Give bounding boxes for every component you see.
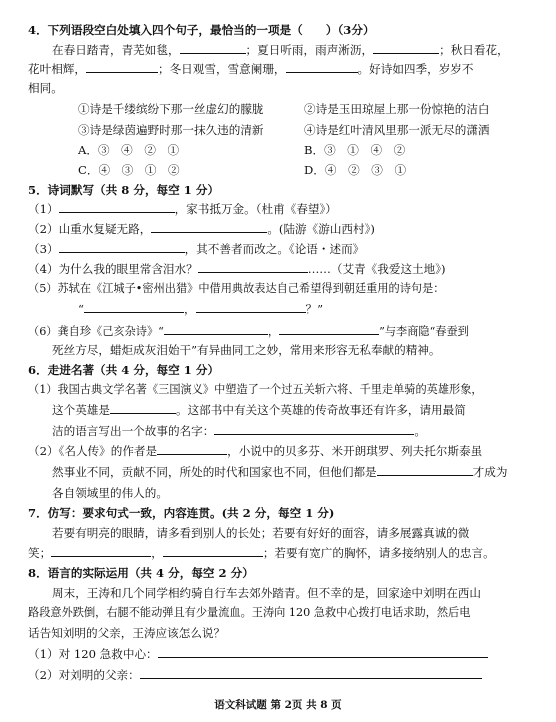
q8-text: （1）对 120 急救中心：: [28, 647, 158, 661]
q5-text: ，: [183, 302, 196, 316]
answer-blank[interactable]: [180, 42, 246, 54]
q8-line1: 周末，王涛和几个同学相约骑自行车去郊外踏青。但不幸的是，回家途中刘明在西山: [52, 586, 481, 600]
answer-blank[interactable]: [196, 301, 306, 313]
q4-text: ；秋日看花，: [439, 43, 509, 57]
answer-blank[interactable]: [86, 61, 158, 73]
q8-answer-1: [28, 646, 488, 662]
q8-title: 8．语言的实际运用（共 4 分，每空 2 分）: [28, 566, 254, 580]
q5-item-6-cont: 死丝方尽，蜡炬成灰泪始干”有异曲同工之妙，常用来形容无私奉献的精神。: [52, 343, 441, 357]
q6-text: 这个英雄是: [52, 403, 110, 417]
q5-text: （2）山重水复疑无路，: [28, 222, 152, 236]
answer-blank[interactable]: [110, 402, 176, 414]
q4-choice-d[interactable]: D．④ ② ③ ①: [304, 163, 407, 177]
q5-item-2: [28, 221, 375, 237]
q6-item-1-line3: [52, 423, 426, 439]
q5-text: “: [78, 302, 84, 316]
q8-line3: 话告知刘明的父亲，王涛应该怎么说？: [28, 626, 226, 640]
q6-title: 6．走进名著（共 4 分，每空 1 分）: [28, 363, 220, 377]
answer-blank[interactable]: [157, 443, 227, 455]
q5-text: （6）龚自珍《己亥杂诗》“: [28, 325, 164, 338]
q5-item-5: （5）苏轼在《江城子•密州出猎》中借用典故表达自己希望得到朝廷重用的诗句是：: [28, 282, 445, 295]
q6-item-1-line2: [52, 402, 466, 418]
q4-passage-line1: [52, 42, 509, 58]
answer-blank[interactable]: [51, 545, 151, 557]
q5-text: ，家书抵万金。（杜甫《春望》）: [174, 202, 337, 216]
q5-item-6: [28, 323, 469, 340]
answer-blank[interactable]: [279, 323, 379, 335]
q5-item-1: [28, 201, 337, 217]
q4-text: ；夏日听雨，雨声淅沥，: [245, 43, 374, 57]
q7-line2: [28, 545, 495, 561]
q7-text: ；若要有宽广的胸怀，请多接纳别人的忠言。: [262, 546, 495, 560]
answer-blank[interactable]: [286, 61, 358, 73]
q5-text: （4）为什么我的眼里常含泪水？: [28, 262, 198, 276]
q4-title: 4．下列语段空白处填入四个句子，最恰当的一项是（ ）（3分）: [28, 23, 375, 37]
q4-option-2: ②诗是玉田琼屋上那一份惊艳的洁白: [304, 102, 490, 116]
answer-blank[interactable]: [84, 301, 184, 313]
q8-text: （2）对刘明的父亲：: [28, 668, 140, 682]
answer-blank[interactable]: [373, 42, 439, 54]
q4-text: 。好诗如四季，岁岁不: [357, 62, 474, 76]
q6-text: （2）《名人传》的作者是: [28, 444, 158, 458]
q7-title: 7．仿写：要求句式一致，内容连贯。(共 2 分，每空 1 分): [28, 506, 335, 520]
q6-text: 才成为: [472, 465, 508, 479]
answer-blank[interactable]: [163, 545, 263, 557]
q5-text: （3）: [28, 242, 59, 256]
q5-item-4: [28, 261, 446, 277]
q6-item-2: [28, 443, 482, 459]
q4-text: 花叶相辉，: [28, 62, 86, 76]
q4-choice-c[interactable]: C．④ ③ ① ②: [78, 163, 180, 177]
q5-text: ……（艾青《我爱这土地》): [307, 262, 446, 276]
q6-item-2-line2: [52, 464, 507, 480]
answer-blank[interactable]: [377, 464, 473, 476]
q6-text: 。这部书中有关这个英雄的传奇故事还有许多，请用最简: [175, 403, 466, 417]
q5-text: 。(陆游《游山西村》): [267, 222, 375, 236]
answer-blank[interactable]: [151, 221, 267, 233]
q8-answer-2: [28, 667, 482, 683]
q6-text: 洁的语言写出一个故事的名字：: [52, 424, 215, 438]
q7-line1: 若要有明亮的眼睛，请多看到别人的长处；若要有好好的面容，请多展露真诚的微: [52, 526, 470, 540]
q5-item-5-answer: [78, 301, 323, 317]
q7-text: 笑；: [28, 546, 52, 560]
q4-option-1: ①诗是千缕缤纷下那一丝虚幻的朦胧: [78, 102, 264, 116]
q4-passage-line2: [28, 61, 473, 77]
q4-text: 在春日踏青，青芜如毯，: [52, 43, 180, 57]
q4-option-3: ③诗是绿茵遍野时那一抹久违的清新: [78, 123, 264, 137]
q6-text: ，小说中的贝多芬、米开朗琪罗、列夫托尔斯泰虽: [227, 444, 483, 458]
answer-blank[interactable]: [59, 241, 185, 253]
answer-blank[interactable]: [198, 261, 308, 273]
answer-blank[interactable]: [140, 667, 482, 679]
q6-item-2-line3: 各自领域里的伟人的。: [52, 486, 168, 500]
q6-item-1: （1）我国古典文学名著《三国演义》中塑造了一个过五关斩六将、千里走单骑的英雄形象，: [28, 383, 483, 396]
answer-blank[interactable]: [214, 423, 414, 435]
q5-text: （1）: [28, 202, 59, 216]
answer-blank[interactable]: [164, 323, 268, 335]
page-footer: 语文科试题 第 2页 共 8 页: [214, 699, 342, 711]
answer-blank[interactable]: [59, 201, 175, 213]
q5-text: ？”: [305, 302, 324, 316]
q5-text: ”与李商隐“春蚕到: [379, 325, 469, 338]
q4-passage-line3: 相同。: [28, 81, 63, 95]
q6-text: 然事业不同，贡献不同，所处的时代和国家也不同，但他们都是: [52, 465, 377, 479]
q6-text: 。: [414, 424, 426, 438]
q5-text: ，: [267, 325, 280, 338]
q7-text: ，: [151, 546, 163, 560]
q5-item-3: [28, 241, 364, 257]
q4-text: ；冬日观雪，雪意阑珊，: [157, 62, 286, 76]
q8-line2: 路段意外跌倒，右腿不能动弹且有少量流血。王涛向 120 急救中心拨打电话求助，然后电: [28, 606, 471, 619]
q4-choice-b[interactable]: B．③ ① ④ ②: [304, 143, 406, 157]
q5-title: 5．诗词默写（共 8 分，每空 1 分）: [28, 183, 220, 197]
q5-text: ，其不善者而改之。《论语・述而》: [184, 242, 365, 256]
q4-option-4: ④诗是红叶清风里那一派无尽的潇洒: [304, 123, 490, 137]
answer-blank[interactable]: [158, 646, 488, 658]
q4-choice-a[interactable]: A．③ ④ ② ①: [78, 143, 180, 157]
